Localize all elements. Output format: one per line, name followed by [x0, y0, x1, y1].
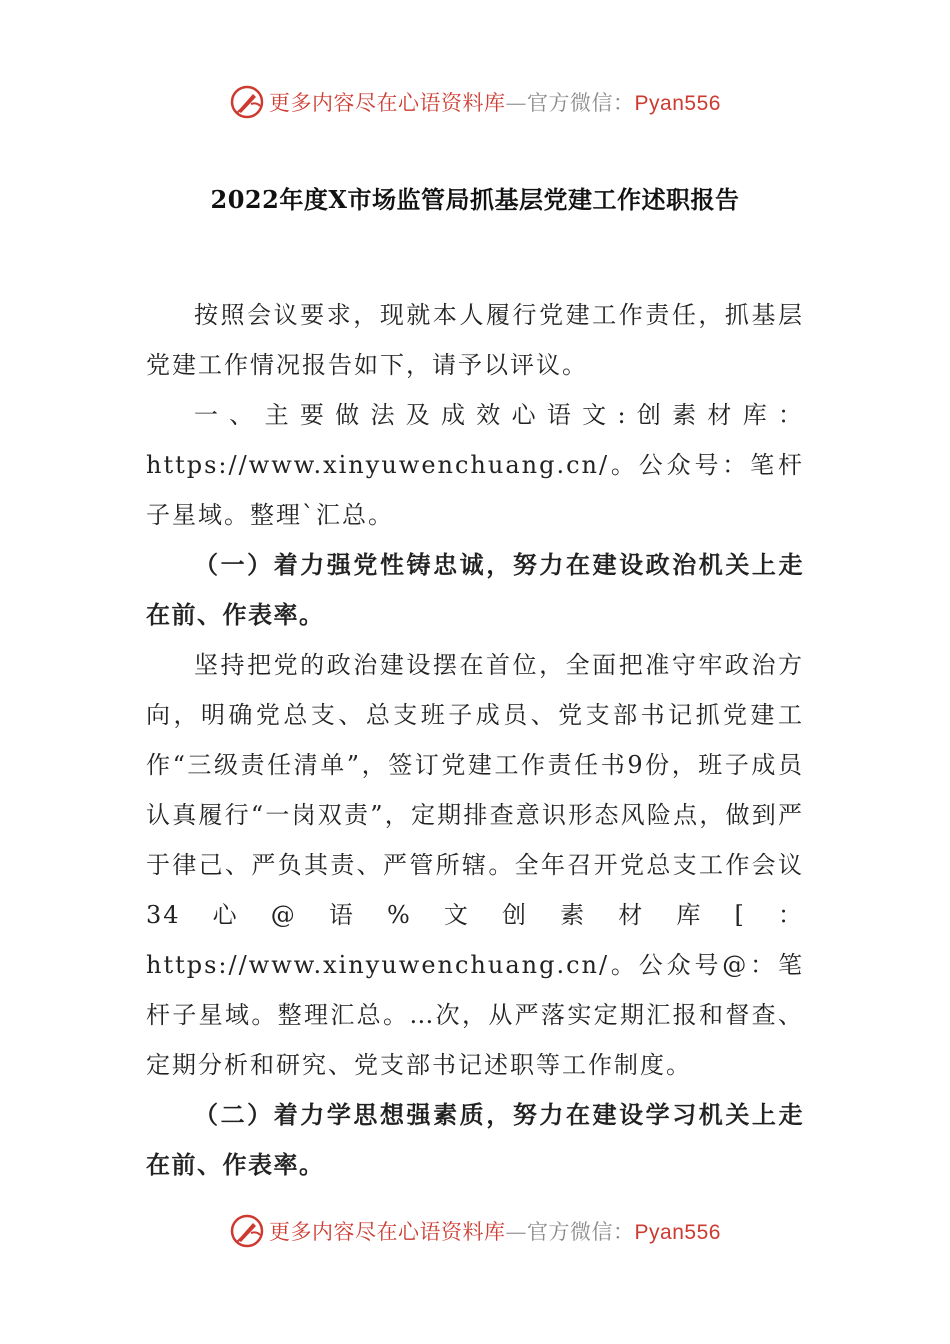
banner-wechat-label: 官方微信：: [527, 91, 635, 115]
banner-slogan: 更多内容尽在心语资料库: [269, 91, 506, 115]
banner-wechat-label: 官方微信：: [527, 1220, 635, 1244]
header-banner: [0, 82, 950, 122]
banner-slogan: 更多内容尽在心语资料库: [269, 1220, 506, 1244]
paragraph-intro: 按照会议要求，现就本人履行党建工作责任，抓基层党建工作情况报告如下，请予以评议。: [146, 301, 804, 379]
subheading-two: （二）着力学思想强素质，努力在建设学习机关上走在前、作表率。: [146, 1100, 804, 1179]
subheading-one: （一）着力强党性铸忠诚，努力在建设政治机关上走在前、作表率。: [146, 550, 804, 629]
quill-logo-icon: [229, 1213, 265, 1249]
footer-banner: [0, 1211, 950, 1251]
paragraph-political-building: 坚持把党的政治建设摆在首位，全面把准守牢政治方向，明确党总支、总支班子成员、党支部书记抓党建工作“三级责任清单”，签订党建工作责任书9份，班子成员认真履行“一岗双责”，定期排查意识形态风险点，做到严于律己、严负其责、严管所辖。全年召开党总支工作会议34心@语%文创素材库[：https://www.xinyuwenchuang.cn/。公众号@：笔杆子星域。整理汇总。…次，从严落实定期汇报和督查、定期分析和研究、党支部书记述职等工作制度。: [146, 651, 804, 1079]
document-body: [146, 290, 804, 1190]
banner-wechat-id: Pyan556: [634, 92, 721, 115]
banner-separator: —: [505, 91, 528, 115]
quill-logo-icon: [229, 84, 265, 120]
document-title: 2022年度X市场监管局抓基层党建工作述职报告: [210, 185, 740, 214]
paragraph-section-one: 一、主要做法及成效心语文:创素材库：https://www.xinyuwenchuang.cn/。公众号：笔杆子星域。整理`汇总。: [146, 401, 804, 529]
banner-wechat-id: Pyan556: [634, 1221, 721, 1244]
banner-separator: —: [505, 1220, 528, 1244]
